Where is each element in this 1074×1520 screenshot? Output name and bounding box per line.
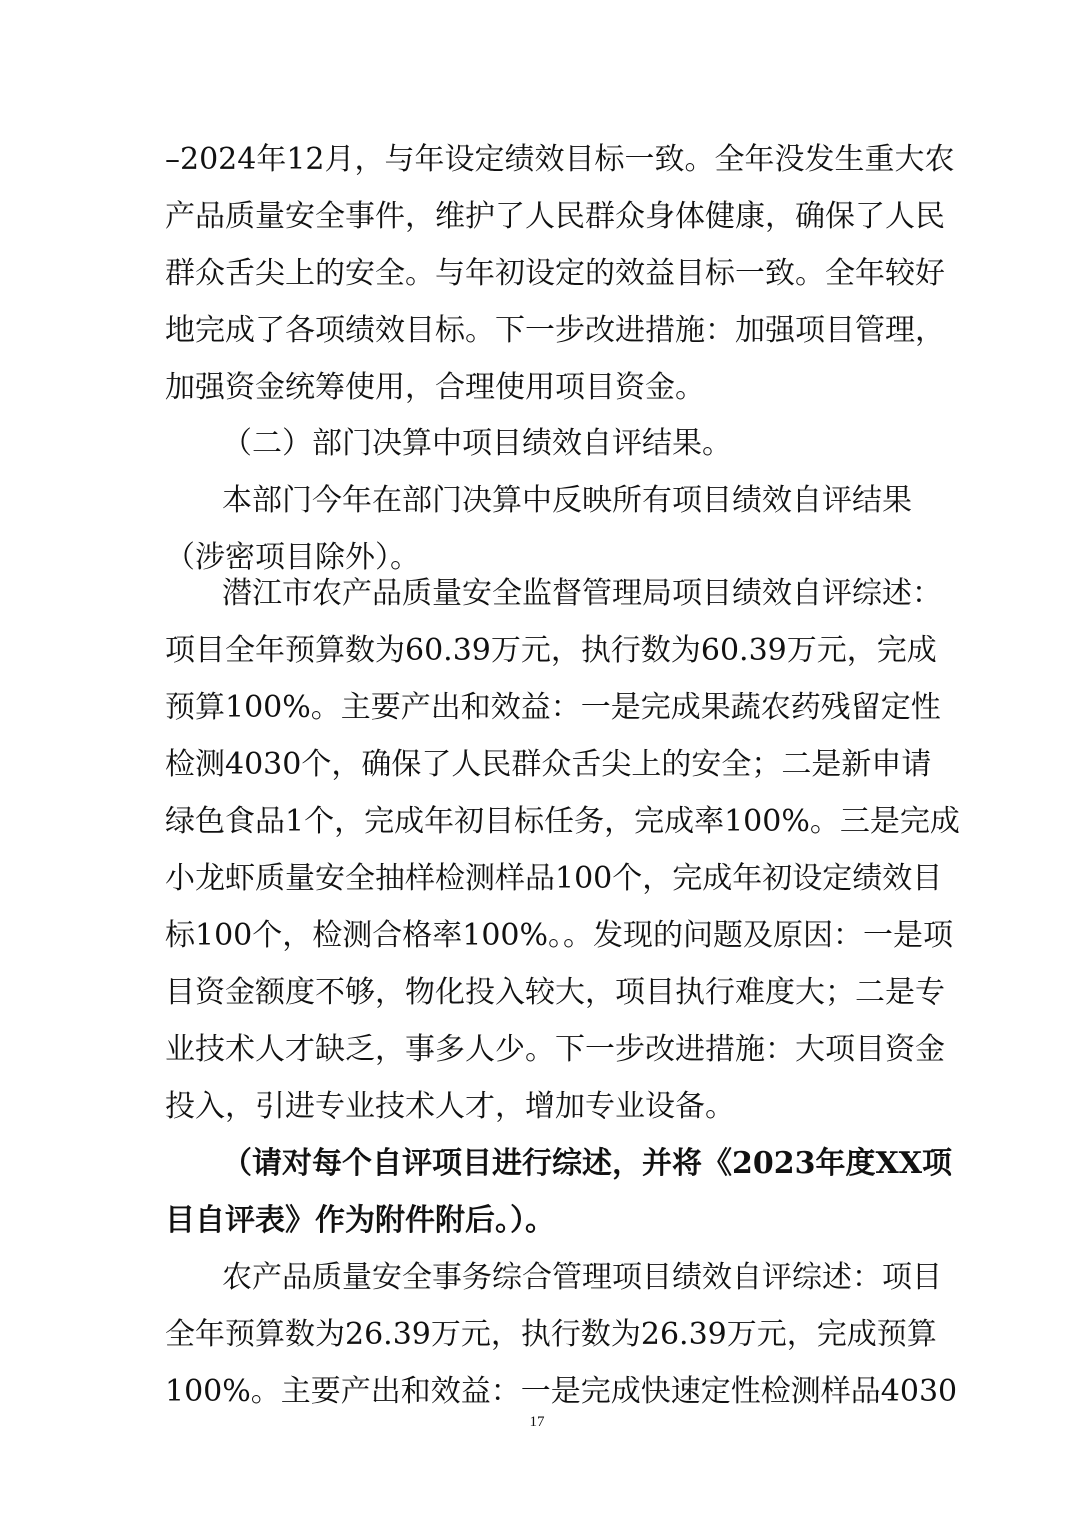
- p4-line-2: 项目全年预算数为60.39万元，执行数为60.39万元，完成: [165, 633, 937, 668]
- p6-line-1: 农产品质量安全事务综合管理项目绩效自评综述：项目: [222, 1260, 942, 1295]
- p4-line-8: 目资金额度不够，物化投入较大，项目执行难度大；二是专: [165, 975, 945, 1010]
- page-number: 17: [529, 1414, 545, 1430]
- note-line-2: 目自评表》作为附件附后。）。: [165, 1203, 555, 1238]
- p4-line-1: 潜江市农产品质量安全监督管理局项目绩效自评综述：: [222, 576, 942, 611]
- section-heading: （二）部门决算中项目绩效自评结果。: [222, 426, 732, 461]
- p4-line-9: 业技术人才缺乏，事多人少。下一步改进措施：大项目资金: [165, 1032, 945, 1067]
- p4-line-7: 标100个，检测合格率100%。。发现的问题及原因：一是项: [165, 918, 954, 953]
- p4-line-10: 投入，引进专业技术人才，增加专业设备。: [165, 1089, 735, 1124]
- p3-line-2: （涉密项目除外）。: [165, 540, 420, 575]
- p1-line-4: 地完成了各项绩效目标。下一步改进措施：加强项目管理，: [165, 313, 945, 348]
- p1-line-5: 加强资金统筹使用，合理使用项目资金。: [165, 370, 705, 405]
- p1-line-2: 产品质量安全事件，维护了人民群众身体健康，确保了人民: [165, 199, 945, 234]
- p1-line-3: 群众舌尖上的安全。与年初设定的效益目标一致。全年较好: [165, 256, 945, 291]
- note-line-1: （请对每个自评项目进行综述，并将《2023年度XX项: [222, 1146, 953, 1181]
- p3-line-1: 本部门今年在部门决算中反映所有项目绩效自评结果: [222, 483, 912, 518]
- p6-line-2: 全年预算数为26.39万元，执行数为26.39万元，完成预算: [165, 1317, 937, 1352]
- p4-line-5: 绿色食品1个，完成年初目标任务，完成率100%。三是完成: [165, 804, 960, 839]
- p4-line-3: 预算100%。主要产出和效益：一是完成果蔬农药残留定性: [165, 690, 941, 725]
- p4-line-4: 检测4030个，确保了人民群众舌尖上的安全；二是新申请: [165, 747, 932, 782]
- p1-line-1: –2024年12月，与年设定绩效目标一致。全年没发生重大农: [165, 142, 955, 177]
- p4-line-6: 小龙虾质量安全抽样检测样品100个，完成年初设定绩效目: [165, 861, 943, 896]
- p6-line-3: 100%。主要产出和效益：一是完成快速定性检测样品4030: [165, 1374, 958, 1409]
